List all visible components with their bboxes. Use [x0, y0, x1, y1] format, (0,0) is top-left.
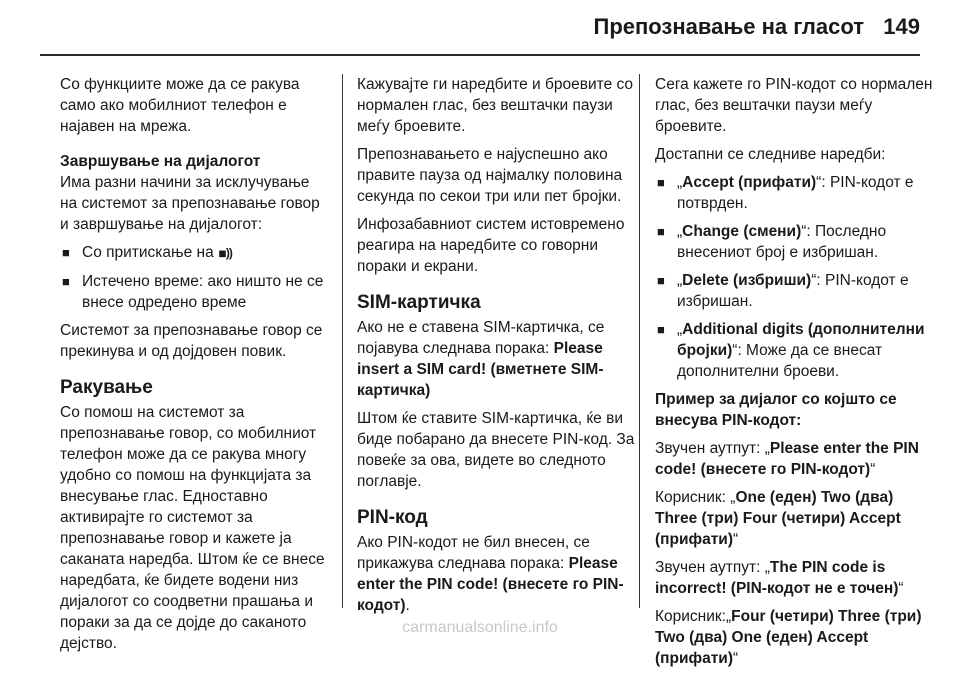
quote: “ — [816, 174, 822, 191]
speaker-icon: ◾)) — [218, 246, 232, 260]
quote: „ — [677, 174, 683, 191]
command-desc: : Последно внесениот број е избришан. — [677, 223, 887, 261]
quote: „ — [677, 223, 683, 240]
paragraph: Кажувајте ги наредбите и броевите со нормален глас, без вештачки паузи меѓу броевите. — [357, 76, 634, 135]
list-item — [60, 242, 330, 264]
paragraph: Системот за препознавање говор се прекинува и од дојдовен повик. — [60, 322, 323, 360]
paragraph: Препознавањето е најуспешно ако правите пауза од најмалку половина секунда по секои три или пет бројки. — [357, 146, 623, 205]
command-name: Accept (прифати) — [682, 174, 817, 191]
quote: “ — [732, 650, 739, 667]
column-divider-1 — [342, 74, 343, 608]
page-header — [0, 0, 960, 54]
paragraph: Со помош на системот за препознавање говор, со мобилниот телефон може да се ракува многу удобно со помош на функцијата за внесување глас. Едноставно активирајте го системот за препознавање говор и кажете ја саканата наредба. Штом ќе се внесе наредбата, ќе бидете водени низ дијалогот со соодветни прашања и пораки за да се дојде до саканото дејство. — [60, 404, 325, 652]
dialog-text: Four (четири) Three (три) Two (два) One (еден) Accept (прифати) — [655, 608, 922, 667]
dialog-line — [655, 487, 937, 550]
dialog-text: Please enter the PIN code! (внесете го PIN-кодот) — [655, 440, 919, 478]
quote: “ — [898, 580, 904, 597]
paragraph: Со функциите може да се ракува само ако мобилниот телефон е најавен на мрежа. — [60, 76, 300, 135]
quote: “ — [732, 342, 738, 359]
paragraph — [357, 317, 639, 401]
quote: “ — [732, 531, 739, 548]
message-text: Please insert a SIM card! (вметнете SIM-картичка) — [357, 340, 604, 399]
heading-sim-card: SIM-картичка — [357, 292, 481, 313]
list-item-text: Со притискање на — [82, 244, 214, 261]
command-name: Change (смени) — [682, 223, 802, 240]
paragraph — [357, 532, 639, 616]
command-desc: : Може да се внесат дополнителни броеви. — [677, 342, 883, 380]
message-text: Please enter the PIN code! (внесете го PIN-кодот) — [357, 555, 624, 614]
header-divider — [40, 54, 920, 56]
list-item — [655, 221, 937, 263]
dialog-text: The PIN code is incorrect! (PIN-кодот не е точен) — [655, 559, 899, 597]
page-title: Препознавање на гласот — [593, 14, 864, 39]
paragraph: Сега кажете го PIN-кодот со нормален глас, без вештачки паузи меѓу броевите. — [655, 76, 933, 135]
quote: “ — [811, 272, 817, 289]
quote: „ — [677, 321, 683, 338]
dialog-line — [655, 557, 937, 599]
column-3 — [655, 74, 937, 676]
list-item — [655, 172, 937, 214]
heading-pin-code: PIN-код — [357, 507, 428, 528]
heading-operation: Ракување — [60, 377, 153, 398]
bullet-list — [60, 242, 330, 313]
paragraph: Има разни начини за исклучување на системот за препознавање говор и завршување на дијалогот: — [60, 174, 320, 233]
command-desc: : PIN-кодот е потврден. — [677, 174, 914, 212]
command-desc: : PIN-кодот е избришан. — [677, 272, 909, 310]
quote: „ — [764, 559, 770, 576]
dialog-line — [655, 606, 937, 669]
command-name: Additional digits (дополнителни бројки) — [677, 321, 925, 359]
list-item — [655, 270, 937, 312]
paragraph: Инфозабавниот систем истовремено реагира на наредбите со говорни пораки и екрани. — [357, 216, 625, 275]
quote: “ — [801, 223, 807, 240]
command-name: Delete (избриши) — [682, 272, 812, 289]
text: . — [405, 597, 410, 614]
dialog-text: One (еден) Two (два) Three (три) Four (четири) Accept (прифати) — [655, 489, 901, 548]
paragraph: Достапни се следниве наредби: — [655, 146, 886, 163]
list-item: ■ Истечено време: ако ништо не се внесе одредено време — [60, 271, 330, 313]
column-2 — [357, 74, 639, 623]
text: Ако PIN-кодот не бил внесен, се прикажува следнава порака: — [357, 534, 590, 572]
heading-example: Пример за дијалог со којшто се внесува PIN-кодот: — [655, 391, 897, 429]
quote: „ — [764, 440, 770, 457]
paragraph: Штом ќе ставите SIM-картичка, ќе ви биде побарано да внесете PIN-код. За повеќе за ова, видете во следното поглавје. — [357, 410, 635, 490]
quote: „ — [730, 489, 736, 506]
text: Ако не е ставена SIM-картичка, се појавува следнава порака: — [357, 319, 605, 357]
heading-end-dialog: Завршување на дијалогот — [60, 153, 261, 170]
speaker-label: Корисник: — [655, 608, 726, 625]
quote: „ — [725, 608, 732, 625]
speaker-label: Корисник: — [655, 489, 731, 506]
column-divider-2 — [639, 74, 640, 608]
page-number: 149 — [883, 14, 920, 39]
dialog-line — [655, 438, 937, 480]
list-item — [655, 319, 937, 382]
speaker-label: Звучен аутпут: — [655, 440, 765, 457]
command-list — [655, 172, 937, 382]
column-1 — [60, 74, 330, 661]
speaker-label: Звучен аутпут: — [655, 559, 765, 576]
watermark: carmanualsonline.info — [402, 619, 558, 636]
quote: “ — [870, 461, 876, 478]
quote: „ — [677, 272, 683, 289]
